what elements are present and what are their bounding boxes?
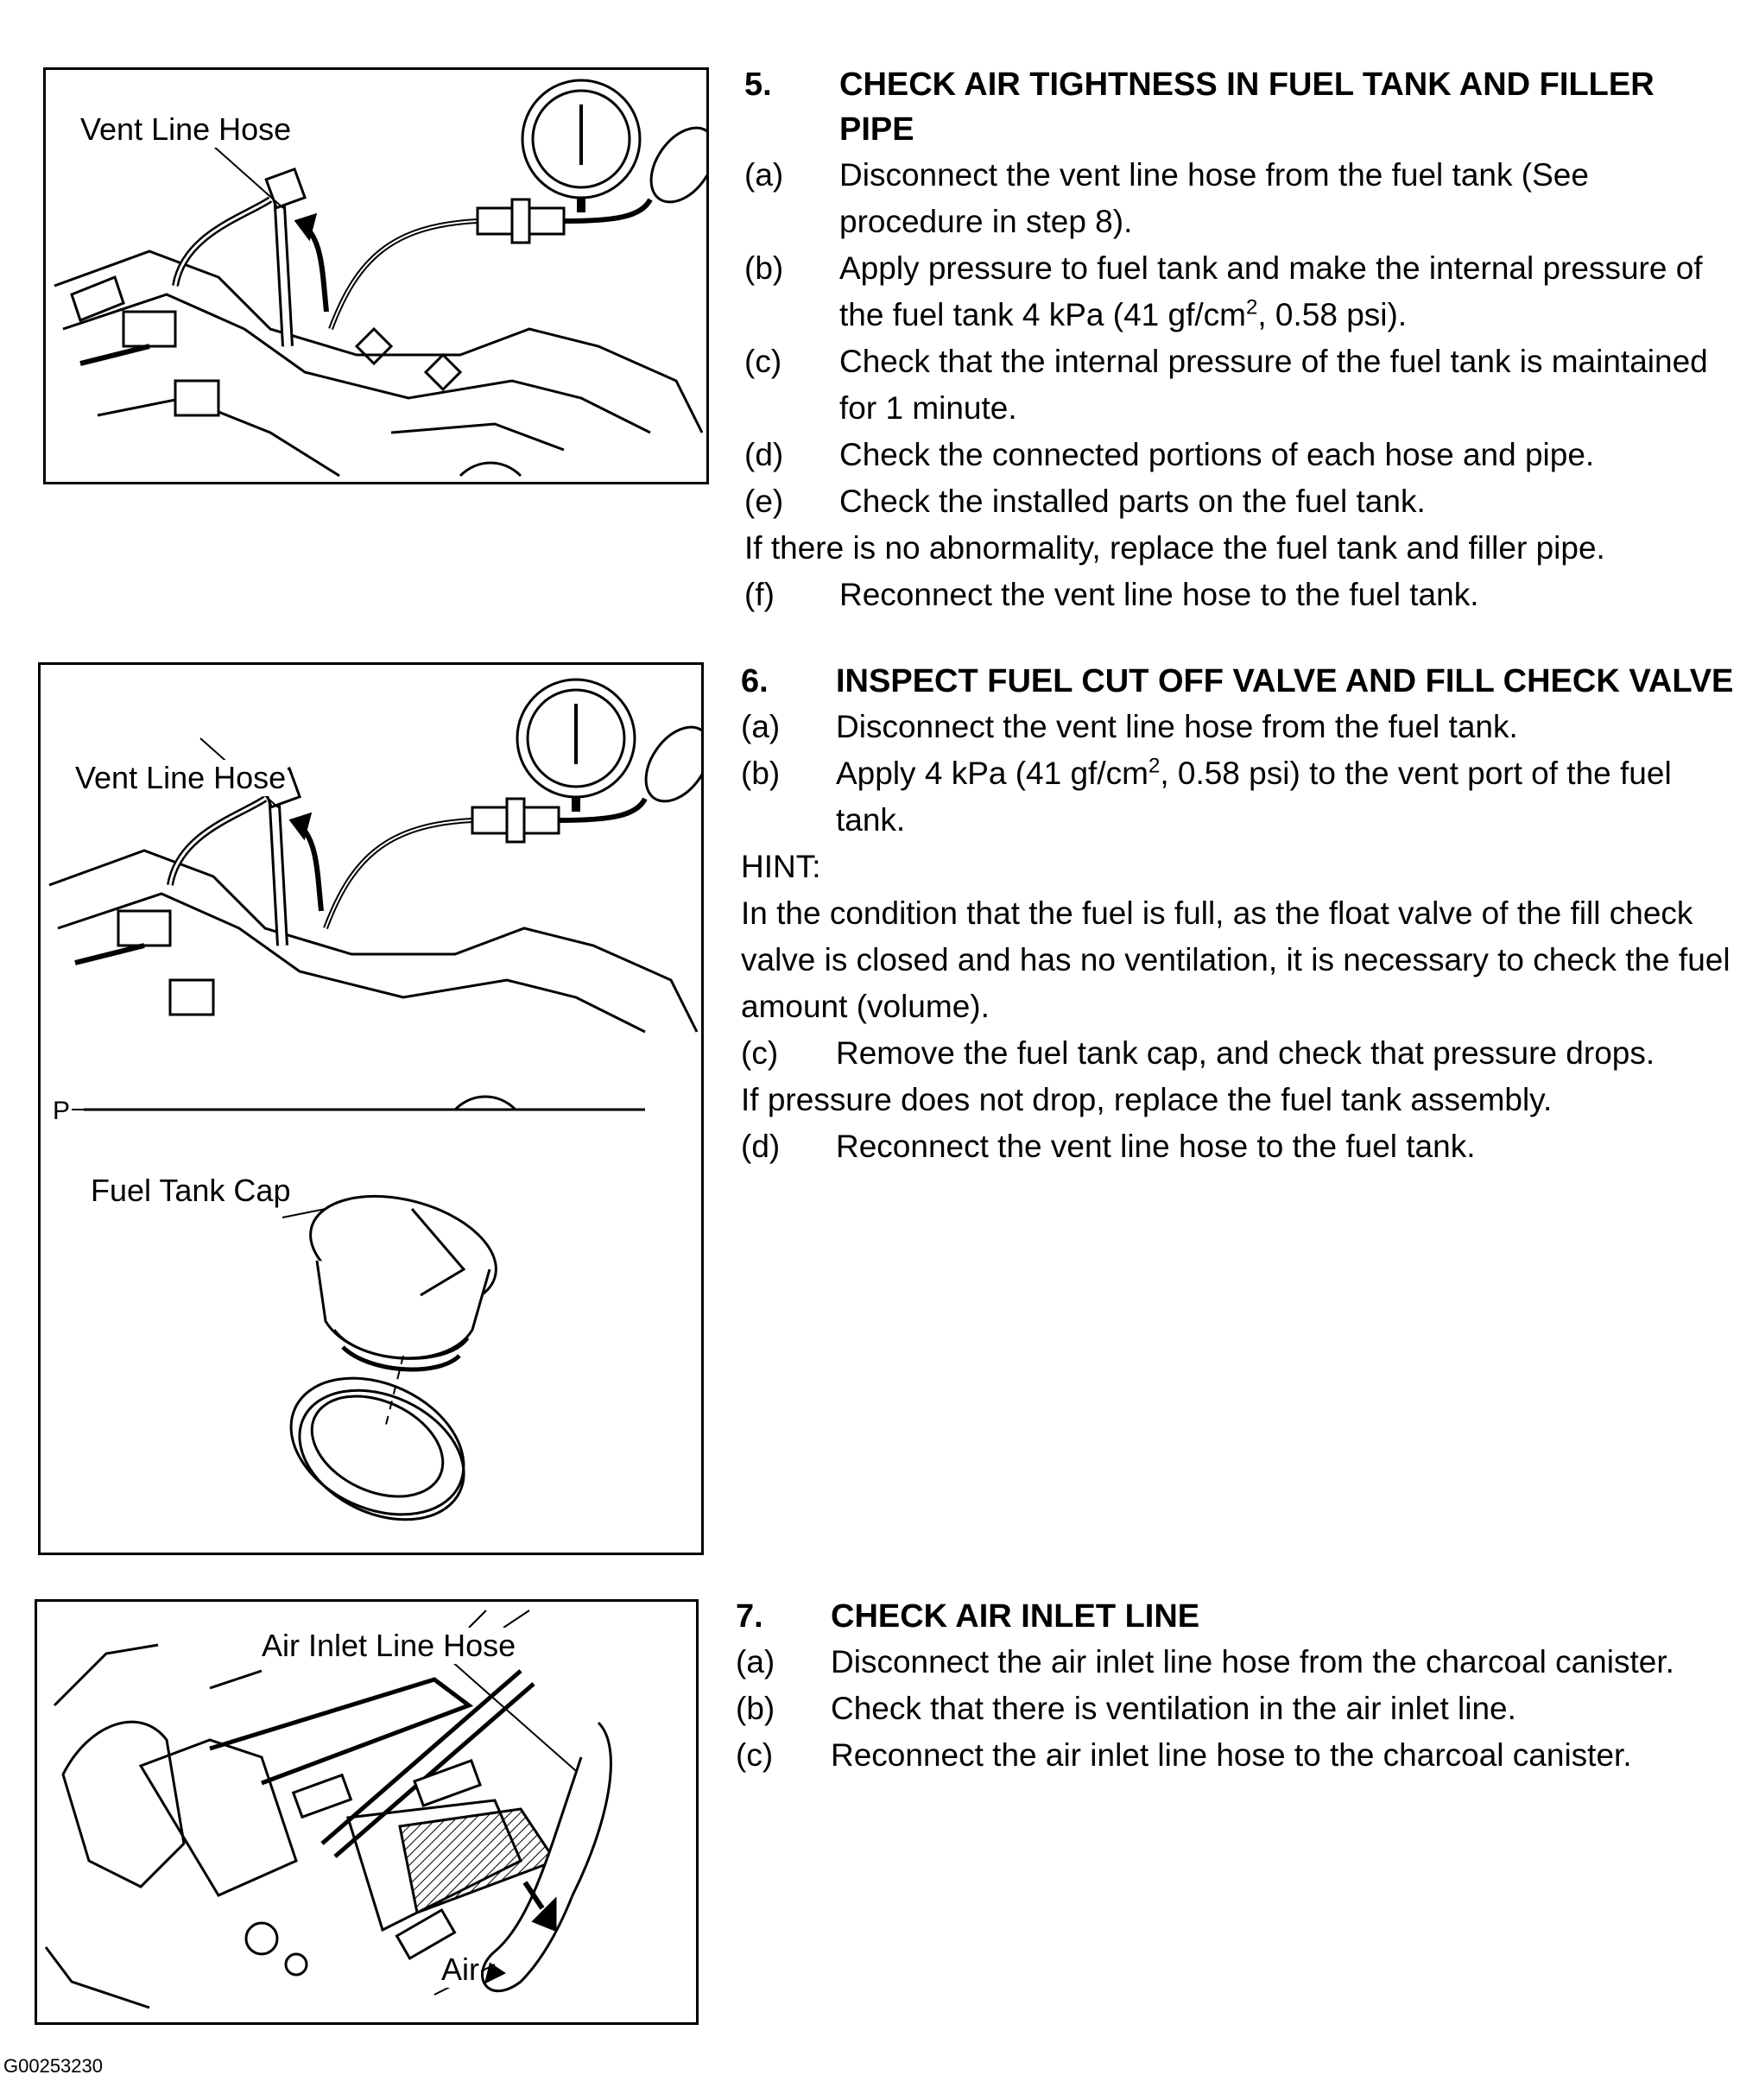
step-6b: (b) Apply 4 kPa (41 $gf/cm^2$, 0.58 psi) to the vent port of the fuel tank. <box>741 754 1672 838</box>
step-number: 7. <box>736 1598 763 1635</box>
vent-line-hose-label: Vent Line Hose <box>80 111 292 147</box>
step-7-heading <box>736 1594 1737 1639</box>
step-6a: (a) Disconnect the vent line hose from the fuel tank. <box>741 709 1518 744</box>
figure-air-inlet-line <box>35 1599 699 2025</box>
figure-code: G00253230 <box>3 2055 103 2077</box>
figure-vent-line-test <box>43 67 709 484</box>
step-5-note: If there is no abnormality, replace the fuel tank and filler pipe. <box>744 530 1605 566</box>
step-6-section <box>741 659 1743 1170</box>
step-title: CHECK AIR INLET LINE <box>831 1598 1200 1635</box>
air-inlet-line-hose-label: Air Inlet Line Hose <box>262 1628 516 1663</box>
step-6c: (c) Remove the fuel tank cap, and check that pressure drops. <box>741 1035 1655 1071</box>
step-7c: (c) Reconnect the air inlet line hose to the charcoal canister. <box>736 1737 1632 1773</box>
fuel-tank-cap-label: Fuel Tank Cap <box>91 1173 291 1208</box>
figure-fuel-cut-valve <box>38 662 704 1555</box>
step-title: INSPECT FUEL CUT OFF VALVE AND FILL CHECK VALVE <box>836 663 1734 699</box>
air-label: Air <box>441 1951 479 1987</box>
hint-text: In the condition that the fuel is full, as the float valve of the fill check valve is closed and has no ventilation, it is necessary to check the fuel amount (volume). <box>741 895 1731 1024</box>
step-7b: (b) Check that there is ventilation in the air inlet line. <box>736 1691 1516 1726</box>
p-callout-label: P <box>53 1097 71 1125</box>
step-5e: (e) Check the installed parts on the fuel tank. <box>744 484 1426 519</box>
step-5d: (d) Check the connected portions of each hose and pipe. <box>744 437 1595 472</box>
hint-label: HINT: <box>741 849 821 884</box>
step-5-section <box>744 62 1737 618</box>
step-5-heading <box>744 62 1737 152</box>
step-5b: (b) Apply pressure to fuel tank and make the internal pressure of the fuel tank 4 kPa (41 $gf/cm^2$, 0.58 psi). <box>744 250 1703 332</box>
step-5f: (f) Reconnect the vent line hose to the fuel tank. <box>744 577 1479 612</box>
step-5c: (c) Check that the internal pressure of the fuel tank is maintained for 1 minute. <box>744 344 1708 426</box>
air-inlet-illustration <box>37 1602 696 2022</box>
step-6-heading <box>741 659 1743 704</box>
step-5a: (a) Disconnect the vent line hose from the fuel tank (See procedure in step 8). <box>744 157 1589 239</box>
step-7a: (a) Disconnect the air inlet line hose from the charcoal canister. <box>736 1644 1674 1679</box>
step-title: CHECK AIR TIGHTNESS IN FUEL TANK AND FILLER PIPE <box>839 66 1655 148</box>
valve-test-illustration <box>41 665 701 1553</box>
step-6-note: If pressure does not drop, replace the fuel tank assembly. <box>741 1082 1553 1117</box>
step-7-section <box>736 1594 1737 1779</box>
step-6d: (d) Reconnect the vent line hose to the fuel tank. <box>741 1129 1476 1164</box>
vent-line-hose-label: Vent Line Hose <box>75 760 287 795</box>
step-number: 5. <box>744 66 772 103</box>
step-number: 6. <box>741 663 769 699</box>
